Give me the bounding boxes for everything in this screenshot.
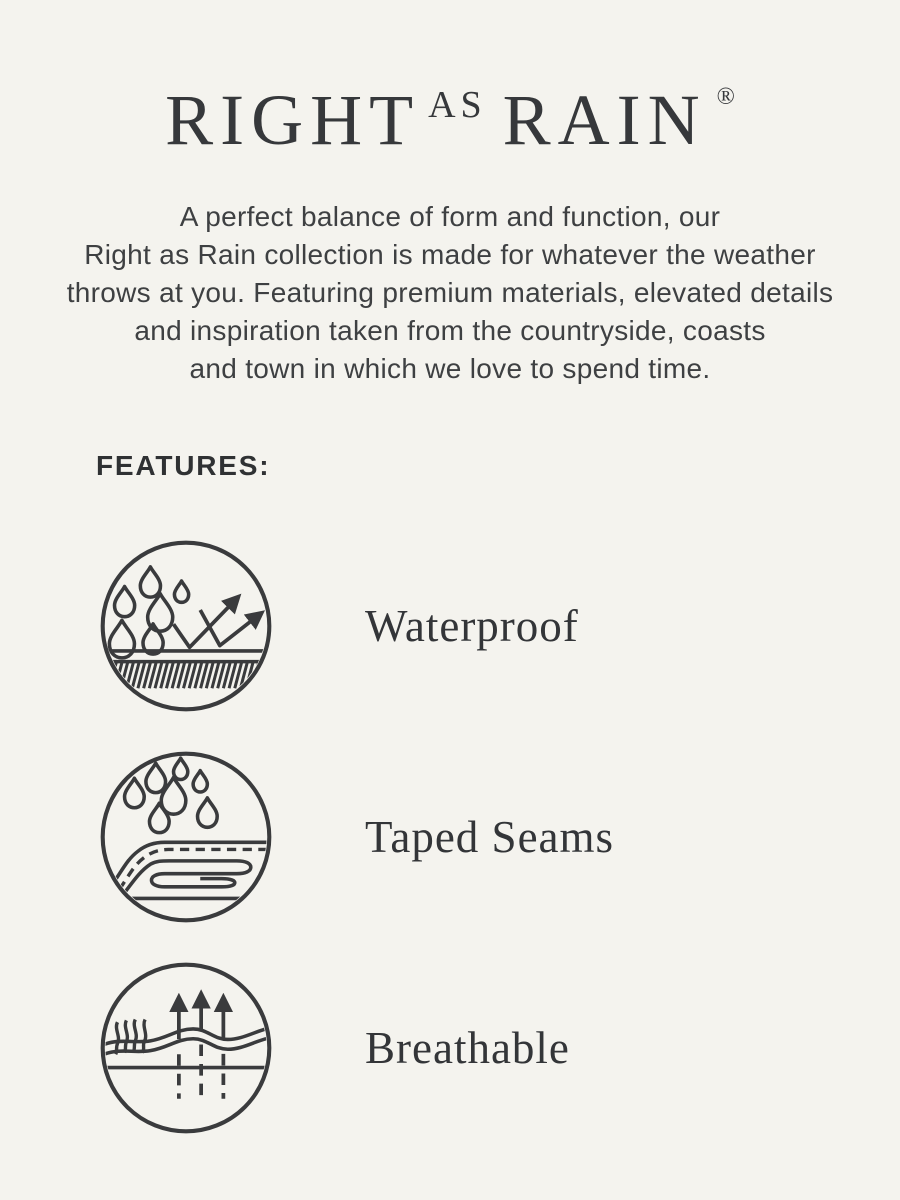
brand-title: [0, 0, 900, 160]
brand-title-word-as: AS: [428, 84, 487, 126]
feature-label-breathable: Breathable: [365, 1023, 570, 1073]
breathable-icon: [97, 959, 275, 1137]
description-line: Right as Rain collection is made for whatever the weather: [84, 239, 816, 270]
registered-trademark-symbol: ®: [716, 84, 735, 110]
description-line: and town in which we love to spend time.: [189, 353, 711, 384]
description-line: A perfect balance of form and function, our: [179, 201, 721, 232]
feature-row-waterproof: [97, 537, 900, 715]
feature-row-taped-seams: [97, 748, 900, 926]
taped-seams-icon: [97, 748, 275, 926]
brand-title-word-right: RIGHT: [165, 80, 421, 160]
description-line: and inspiration taken from the countryside, coasts: [134, 315, 766, 346]
features-heading: FEATURES:: [96, 450, 271, 481]
collection-description: [0, 198, 900, 388]
description-line: throws at you. Featuring premium materials, elevated details: [66, 277, 834, 308]
brand-title-word-rain: RAIN: [502, 80, 707, 160]
feature-row-breathable: [97, 959, 900, 1137]
waterproof-icon: [97, 537, 275, 715]
feature-label-taped-seams: Taped Seams: [365, 812, 615, 862]
feature-label-waterproof: Waterproof: [365, 601, 579, 651]
